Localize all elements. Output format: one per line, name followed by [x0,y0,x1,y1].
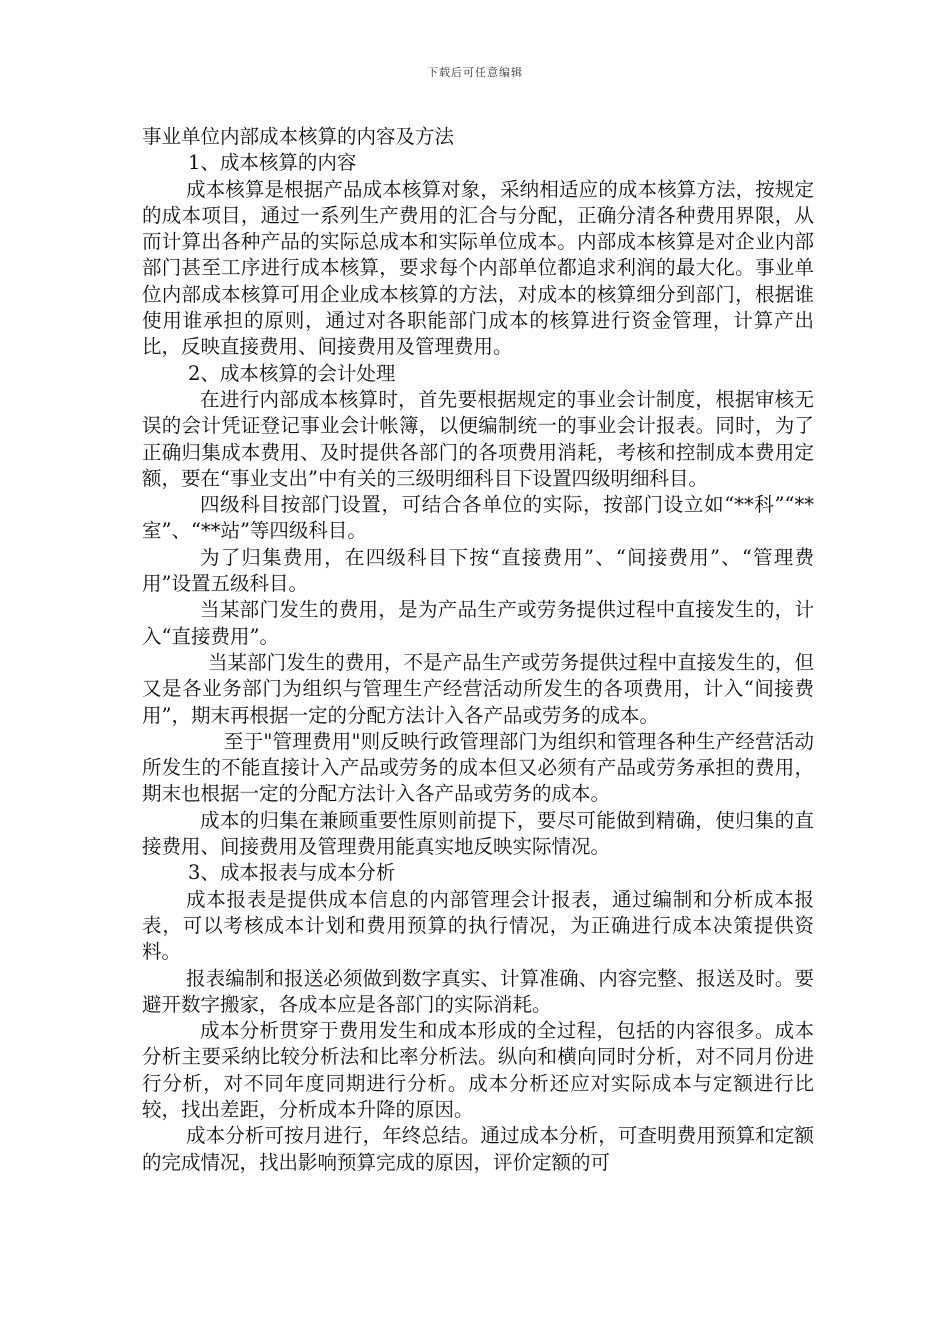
section-3-paragraph-3: 成本分析贯穿于费用发生和成本形成的全过程，包括的内容很多。成本分析主要采纳比较分析法和比率分析法。纵向和横向同时分析，对不同月份进行分析，对不同年度同期进行分析。成本分析还应对实际成本与定额进行比较，找出差距，分析成本升降的原因。 [142,1019,814,1121]
section-2-heading: 2、成本核算的会计处理 [188,361,396,385]
section-3-paragraph-4: 成本分析可按月进行，年终总结。通过成本分析，可查明费用预算和定额的完成情况，找出影响预算完成的原因，评价定额的可 [142,1124,814,1174]
section-2-paragraph-2: 四级科目按部门设置，可结合各单位的实际，按部门设立如“**科”“**室”、“**站”等四级科目。 [142,493,814,543]
section-2-paragraph-5: 当某部门发生的费用，不是产品生产或劳务提供过程中直接发生的，但又是各业务部门为组织与管理生产经营活动所发生的各项费用，计入“间接费用”，期末再根据一定的分配方法计入各产品或劳务的成本。 [142,650,814,727]
section-3-heading: 3、成本报表与成本分析 [188,861,396,885]
section-3-paragraph-1: 成本报表是提供成本信息的内部管理会计报表，通过编制和分析成本报表，可以考核成本计划和费用预算的执行情况，为正确进行成本决策提供资料。 [142,887,814,964]
section-2-paragraph-1: 在进行内部成本核算时，首先要根据规定的事业会计制度，根据审核无误的会计凭证登记事业会计帐簿，以便编制统一的事业会计报表。同时，为了正确归集成本费用、及时提供各部门的各项费用消耗，考核和控制成本费用定额，要在“事业支出”中有关的三级明细科目下设置四级明细科目。 [142,387,814,490]
section-3-paragraph-2: 报表编制和报送必须做到数字真实、计算准确、内容完整、报送及时。要避开数字搬家，各成本应是各部门的实际消耗。 [142,966,814,1016]
section-2-paragraph-6: 至于"管理费用"则反映行政管理部门为组织和管理各种生产经营活动所发生的不能直接计入产品或劳务的成本但又必须有产品或劳务承担的费用，期末也根据一定的分配方法计入各产品或劳务的成本。 [142,729,814,806]
section-2-paragraph-4: 当某部门发生的费用，是为产品生产或劳务提供过程中直接发生的，计入“直接费用”。 [142,598,814,648]
document-title: 事业单位内部成本核算的内容及方法 [142,125,455,148]
page-header-note: 下载后可任意编辑 [427,66,523,79]
section-1-paragraph-1: 成本核算是根据产品成本核算对象，采纳相适应的成本核算方法，按规定的成本项目，通过一系列生产费用的汇合与分配，正确分清各种费用界限，从而计算出各种产品的实际总成本和实际单位成本。内部成本核算是对企业内部部门甚至工序进行成本核算，要求每个内部单位都追求利润的最大化。事业单位内部成本核算可用企业成本核算的方法，对成本的核算细分到部门，根据谁使用谁承担的原则，通过对各职能部门成本的核算进行资金管理，计算产出比，反映直接费用、间接费用及管理费用。 [142,177,814,359]
section-2-paragraph-7: 成本的归集在兼顾重要性原则前提下，要尽可能做到精确，使归集的直接费用、间接费用及管理费用能真实地反映实际情况。 [142,808,814,859]
section-2-paragraph-3: 为了归集费用，在四级科目下按“直接费用”、“间接费用”、“管理费用”设置五级科目。 [142,545,814,596]
section-1-heading: 1、成本核算的内容 [188,151,357,175]
document-body [142,124,814,1176]
